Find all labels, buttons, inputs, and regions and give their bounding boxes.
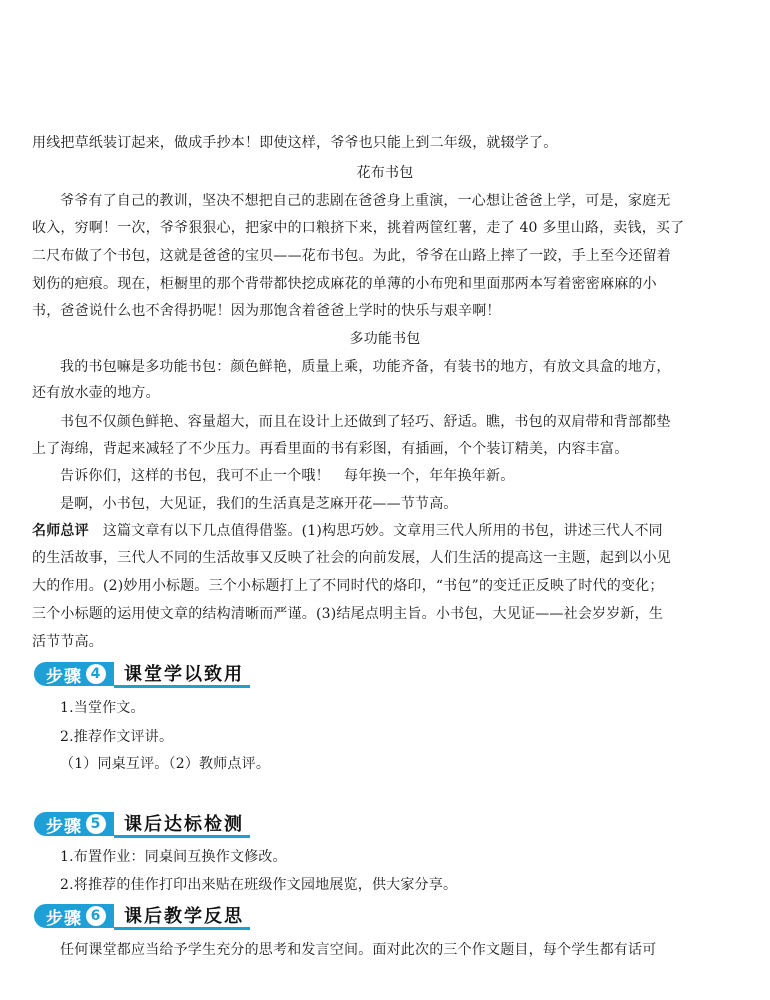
summary-line	[32, 521, 738, 541]
step-4-header	[34, 660, 250, 688]
step-6-item: 任何课堂都应当给予学生充分的思考和发言空间。面对此次的三个作文题目，每个学生都有话可	[60, 942, 657, 958]
paragraph-tell-you: 告诉你们，这样的书包，我可不止一个哦！ 每年换一个，年年换年新。	[60, 468, 515, 484]
paragraph-conclusion: 是啊，小书包，大见证，我们的生活真是芝麻开花——节节高。	[60, 496, 458, 512]
step-number: 5	[86, 814, 106, 834]
subheading-cloth-bag: 花布书包	[356, 165, 414, 181]
step-number: 4	[86, 664, 106, 684]
paragraph-grandpa-line: 收入，穷啊！一次，爷爷狠狠心，把家中的口粮挤下来，挑着两筐红薯，走了 40 多里山路，卖钱，买了	[32, 220, 685, 236]
paragraph-grandpa-line: 划伤的疤痕。现在，柜橱里的那个背带都快挖成麻花的单薄的小布兜和里面那两本写着密密麻麻的小	[32, 276, 657, 292]
step-title: 课后教学反思	[114, 903, 250, 930]
step-badge	[34, 812, 114, 836]
step-title: 课后达标检测	[114, 811, 250, 838]
paragraph-intro: 用线把草纸装订起来，做成手抄本！即使这样，爷爷也只能上到二年级，就辍学了。	[32, 135, 558, 151]
paragraph-design-line: 书包不仅颜色鲜艳、容量超大，而且在设计上还做到了轻巧、舒适。瞧，书包的双肩带和背部都垫	[60, 414, 671, 430]
subheading-multifunction-bag: 多功能书包	[349, 331, 421, 347]
step-title: 课堂学以致用	[114, 661, 250, 688]
summary-line: 三个小标题的运用使文章的结构清晰而严谨。(3)结尾点明主旨。小书包，大见证——社会岁岁新，生	[32, 606, 664, 622]
paragraph-design-line: 上了海绵，背起来减轻了不少压力。再看里面的书有彩图，有插画，个个装订精美，内容丰富。	[32, 441, 629, 457]
paragraph-grandpa-line: 书，爸爸说什么也不舍得扔呢！因为那饱含着爸爸上学时的快乐与艰辛啊！	[32, 303, 501, 319]
step-6-header	[34, 902, 250, 930]
summary-line: 活节节高。	[32, 634, 103, 650]
step-badge-label: 步骤	[46, 908, 82, 929]
step-number: 6	[86, 906, 106, 926]
paragraph-my-bag-line: 还有放水壶的地方。	[32, 385, 160, 401]
summary-label: 名师总评	[32, 523, 89, 539]
paragraph-grandpa-line: 二尺布做了个书包，这就是爸爸的宝贝——花布书包。为此，爷爷在山路上摔了一跤，手上至今还留着	[32, 248, 671, 264]
step-badge-label: 步骤	[46, 816, 82, 837]
step-4-item: 1.当堂作文。	[60, 700, 145, 716]
step-4-item: 2.推荐作文评讲。	[60, 729, 174, 745]
step-5-item: 1.布置作业：同桌间互换作文修改。	[60, 849, 287, 865]
step-4-item: （1）同桌互评。（2）教师点评。	[60, 756, 271, 772]
step-5-item: 2.将推荐的佳作打印出来贴在班级作文园地展览，供大家分享。	[60, 877, 458, 893]
summary-line: 的生活故事，三代人不同的生活故事又反映了社会的向前发展，人们生活的提高这一主题，起到以小见	[32, 550, 671, 566]
step-badge	[34, 904, 114, 928]
summary-text: 这篇文章有以下几点值得借鉴。(1)构思巧妙。文章用三代人所用的书包，讲述三代人不同	[102, 523, 663, 539]
summary-line: 大的作用。(2)妙用小标题。三个小标题打上了不同时代的烙印，“书包”的变迁正反映了时代的变化；	[32, 578, 664, 594]
step-5-header	[34, 810, 250, 838]
paragraph-my-bag-line: 我的书包嘛是多功能书包：颜色鲜艳，质量上乘，功能齐备，有装书的地方，有放文具盒的地方，	[60, 359, 671, 375]
paragraph-grandpa-line: 爷爷有了自己的教训，坚决不想把自己的悲剧在爸爸身上重演，一心想让爸爸上学，可是，家庭无	[60, 193, 671, 209]
step-badge	[34, 662, 114, 686]
step-badge-label: 步骤	[46, 666, 82, 687]
